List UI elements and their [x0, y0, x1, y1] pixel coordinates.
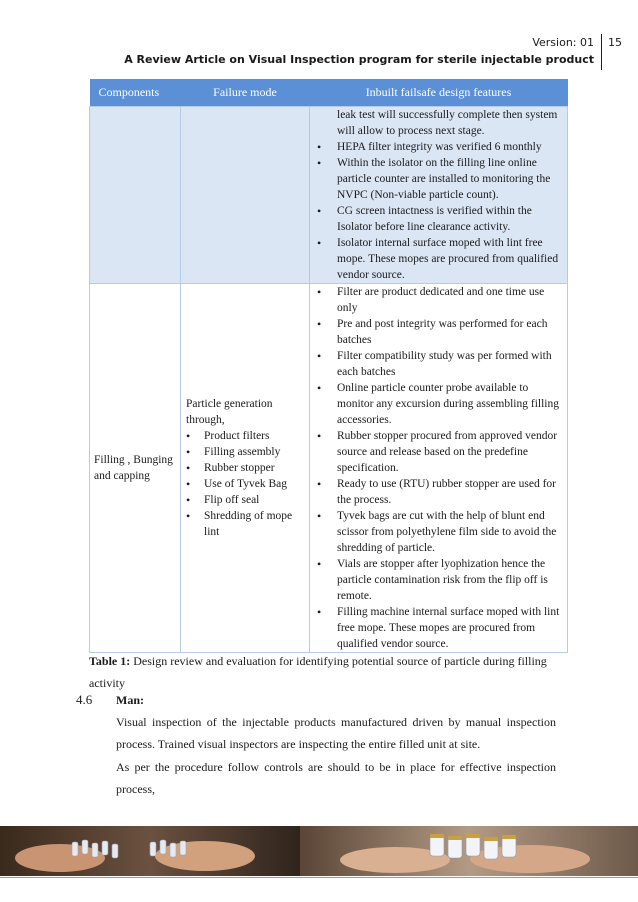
failure-item: • Filling assembly — [181, 444, 309, 460]
feature-item: • Ready to use (RTU) rubber stopper are used for the process. — [310, 476, 567, 508]
column-header-features: Inbuilt failsafe design features — [310, 79, 568, 107]
features-cell — [310, 107, 568, 284]
section-heading — [76, 690, 556, 710]
feature-item: • Filling machine internal surface moped with lint free mope. These mopes are procured from qualified vendor source. — [310, 604, 567, 652]
paragraph: As per the procedure follow controls are should to be in place for effective inspection process, — [116, 760, 556, 796]
feature-item: • Isolator internal surface moped with lint free mope. These mopes are procured from qualified vendor source. — [310, 235, 567, 283]
caption-label: Table 1: — [89, 654, 131, 668]
feature-item: • Tyvek bags are cut with the help of blunt end scissor from polyethylene film side to avoid the shredding of particle. — [310, 508, 567, 556]
feature-item: • Pre and post integrity was performed for each batches — [310, 316, 567, 348]
caption-text: Design review and evaluation for identifying potential source of particle during filling activity — [89, 654, 547, 690]
feature-list — [310, 284, 567, 652]
version-label: Version: 01 — [532, 36, 594, 49]
failure-intro: Particle generation through, — [186, 398, 273, 426]
component-cell: Filling , Bunging and capping — [90, 284, 181, 653]
feature-item: • Vials are stopper after lyophization hence the particle contamination risk from the flip off is remote. — [310, 556, 567, 604]
failure-item: • Product filters — [181, 428, 309, 444]
table-row — [90, 107, 568, 284]
design-review-table — [89, 79, 568, 653]
footer-rule — [0, 877, 638, 878]
feature-item: • CG screen intactness is verified within the Isolator before line clearance activity. — [310, 203, 567, 235]
feature-item: • Online particle counter probe available to monitor any excursion during assembling filling accessories. — [310, 380, 567, 428]
failure-item: • Rubber stopper — [181, 460, 309, 476]
feature-item: • HEPA filter integrity was verified 6 monthly — [310, 139, 567, 155]
feature-continued-text: leak test will successfully complete then system will allow to process next stage. — [337, 109, 558, 137]
feature-item: • Within the isolator on the filling line online particle counter are installed to monitoring the NVPC (Non-viable particle count). — [310, 155, 567, 203]
section-4-6 — [76, 690, 556, 800]
features-cell — [310, 284, 568, 653]
table-caption — [89, 650, 559, 694]
section-title: Man: — [116, 693, 144, 707]
footer-banner-graphic — [0, 826, 638, 876]
document-title: A Review Article on Visual Inspection program for sterile injectable product — [124, 53, 594, 66]
failure-mode-cell — [181, 107, 310, 284]
feature-list — [310, 139, 567, 283]
header-text — [124, 34, 602, 70]
feature-item: • Rubber stopper procured from approved vendor source and release based on the predefine specification. — [310, 428, 567, 476]
table-header-row — [90, 79, 568, 107]
failure-item: • Use of Tyvek Bag — [181, 476, 309, 492]
footer-banner-image — [0, 826, 638, 876]
column-header-components: Components — [90, 79, 181, 107]
page-number: 15 — [608, 36, 622, 49]
page-header — [124, 34, 622, 70]
table-row — [90, 284, 568, 653]
feature-item: • Filter compatibility study was per formed with each batches — [310, 348, 567, 380]
section-number: 4.6 — [76, 692, 93, 707]
failure-list — [181, 428, 309, 540]
failure-mode-cell — [181, 284, 310, 653]
failure-item: • Flip off seal — [181, 492, 309, 508]
component-cell — [90, 107, 181, 284]
paragraph: Visual inspection of the injectable products manufactured driven by manual inspection process. Trained visual inspectors are inspecting the entire filled unit at site. — [116, 715, 556, 751]
column-header-failure-mode: Failure mode — [181, 79, 310, 107]
feature-item: • Filter are product dedicated and one time use only — [310, 284, 567, 316]
failure-item: • Shredding of mope lint — [181, 508, 309, 540]
